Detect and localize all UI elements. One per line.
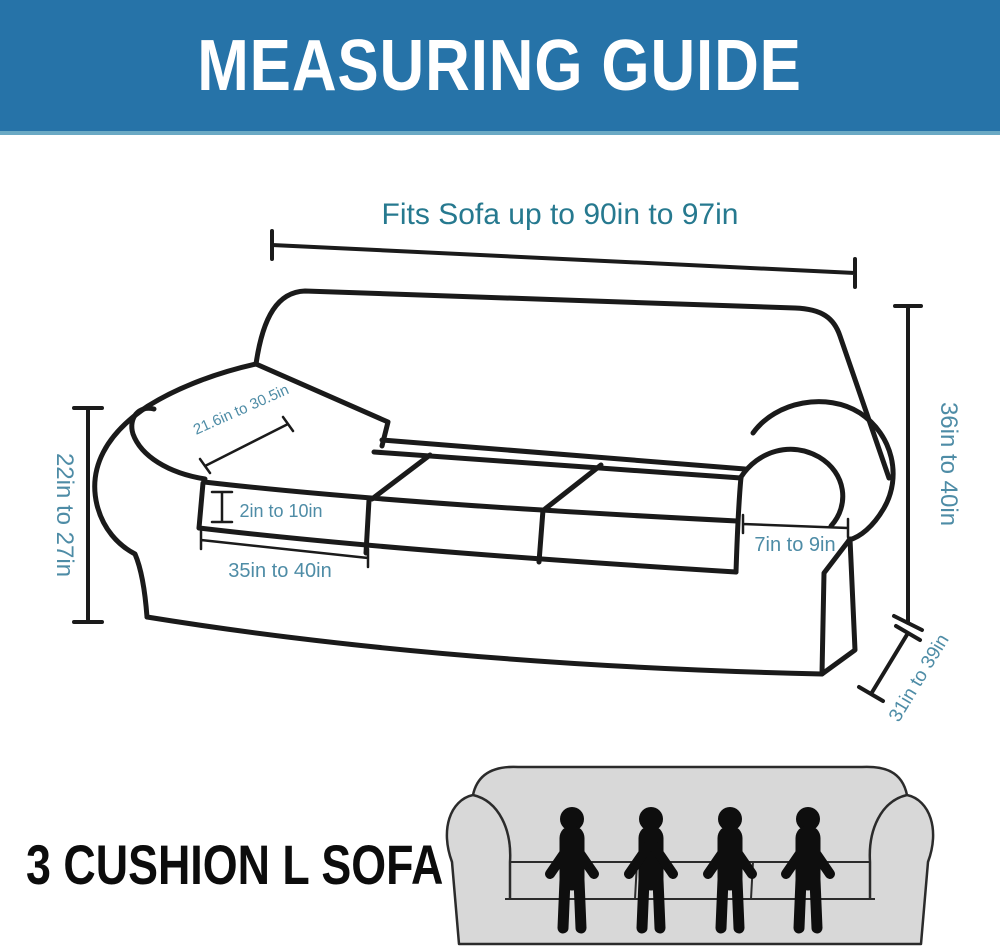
back-height-dimension-line bbox=[894, 306, 922, 630]
sofa-right-arm-inner-roll bbox=[741, 449, 843, 526]
cushion-front-left-cap bbox=[199, 483, 203, 528]
icon-sofa-body bbox=[447, 767, 933, 944]
top-width-dimension-line bbox=[272, 231, 855, 287]
cushion-thickness-dimension-line bbox=[212, 492, 232, 522]
sofa-left-arm-inner-roll bbox=[132, 408, 205, 479]
sofa-right-arm-front-box bbox=[822, 539, 855, 674]
label-cushion-width: 35in to 40in bbox=[228, 560, 332, 582]
label-top-width: Fits Sofa up to 90in to 97in bbox=[381, 198, 739, 231]
cushion-seam-1-front bbox=[366, 500, 369, 553]
label-arm-top: 21.6in to 30.5in bbox=[190, 381, 292, 439]
sofa-with-four-people-icon bbox=[447, 767, 933, 944]
sofa-right-arm-inner-edge bbox=[736, 477, 741, 572]
label-arm-width: 7in to 9in bbox=[754, 534, 836, 556]
sofa-line-drawing bbox=[95, 291, 893, 674]
cushion-seam-2-top bbox=[545, 465, 601, 509]
sofa-base-bottom-edge bbox=[147, 617, 822, 674]
label-cushion-thickness: 2in to 10in bbox=[239, 501, 323, 521]
label-sofa-depth: 31in to 39in bbox=[884, 630, 954, 726]
label-back-height: 36in to 40in bbox=[935, 401, 962, 527]
cushion-seam-2-front bbox=[539, 510, 543, 562]
sofa-right-arm-outer bbox=[753, 402, 893, 540]
sofa-left-arm-panel-edge bbox=[256, 364, 388, 446]
page-title: MEASURING GUIDE bbox=[197, 25, 803, 106]
product-type-label: 3 CUSHION L SOFA bbox=[26, 833, 444, 896]
dimension-lines bbox=[74, 231, 922, 701]
cushion-seam-1-top bbox=[372, 455, 430, 499]
label-arm-height: 22in to 27in bbox=[51, 452, 78, 578]
